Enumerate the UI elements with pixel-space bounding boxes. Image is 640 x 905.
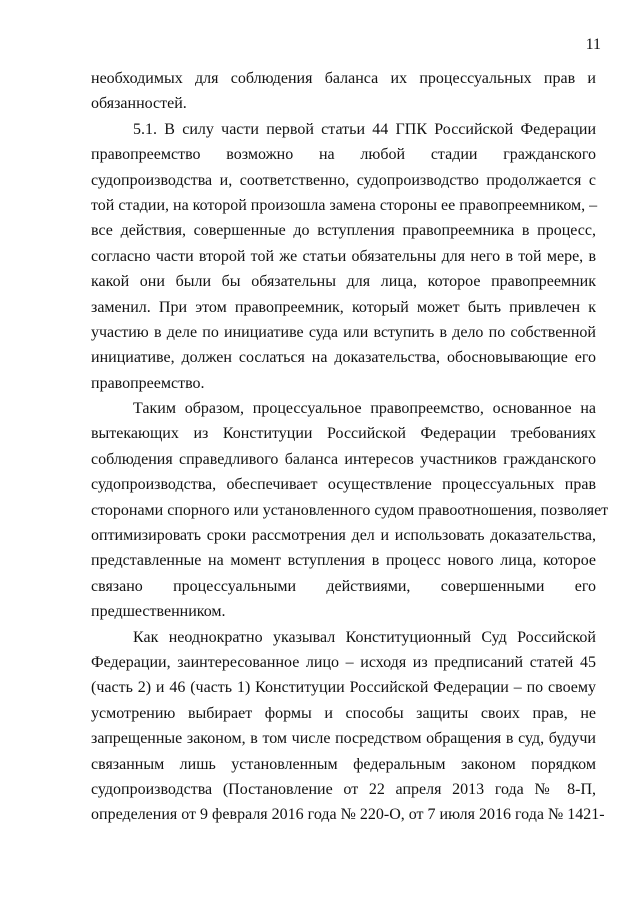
text-line: обязанностей. xyxy=(91,95,187,113)
text-line: Как неоднократно указывал Конституционный Суд Российской xyxy=(133,628,596,646)
text-line: связанным лишь установленным федеральным законом порядком xyxy=(91,755,596,773)
text-line: сторонами спорного или установленного судом правоотношения, позволяет xyxy=(91,501,609,519)
text-line: соблюдения справедливого баланса интересов участников гражданского xyxy=(91,450,596,468)
text-line: Таким образом, процессуальное правопреемство, основанное на xyxy=(133,400,596,418)
text-line: связано процессуальными действиями, совершенными его xyxy=(91,577,596,595)
text-line: вытекающих из Конституции Российской Федерации требованиях xyxy=(91,425,596,443)
text-line: согласно части второй той же статьи обязательны для него в той мере, в xyxy=(91,247,596,265)
text-line: (часть 2) и 46 (часть 1) Конституции Российской Федерации – по своему xyxy=(91,679,596,697)
text-line: необходимых для соблюдения баланса их процессуальных прав и xyxy=(91,70,596,87)
text-line: 5.1. В силу части первой статьи 44 ГПК Российской Федерации xyxy=(133,120,596,138)
text-line: какой они были бы обязательны для лица, которое правопреемник xyxy=(91,273,596,291)
text-line: все действия, совершенные до вступления правопреемника в процесс, xyxy=(91,222,596,240)
text-line: судопроизводства (Постановление от 22 апреля 2013 года № 8-П, xyxy=(91,780,596,798)
text-line: представленные на момент вступления в процесс нового лица, которое xyxy=(91,552,596,570)
text-line: судопроизводства и, соответственно, судопроизводство продолжается с xyxy=(91,171,596,189)
text-line: правопреемство возможно на любой стадии гражданского xyxy=(91,146,596,164)
text-line: инициативе, должен сослаться на доказательства, обосновывающие его xyxy=(91,349,596,367)
text-line: заменил. При этом правопреемник, который может быть привлечен к xyxy=(91,298,596,316)
text-line: запрещенные законом, в том числе посредством обращения в суд, будучи xyxy=(91,730,596,748)
body-text xyxy=(91,66,609,828)
text-line: участию в деле по инициативе суда или вступить в дело по собственной xyxy=(91,323,596,341)
text-line: оптимизировать сроки рассмотрения дел и использовать доказательства, xyxy=(91,527,596,545)
text-line: той стадии, на которой произошла замена стороны ее правопреемником, – xyxy=(91,196,598,214)
text-line: предшественником. xyxy=(91,603,226,621)
text-line: правопреемство. xyxy=(91,374,205,392)
text-line: судопроизводства, обеспечивает осуществление процессуальных прав xyxy=(91,476,596,494)
page-number: 11 xyxy=(585,36,601,53)
text-line: определения от 9 февраля 2016 года № 220-О, от 7 июля 2016 года № 1421- xyxy=(91,806,605,824)
text-line: Федерации, заинтересованное лицо – исходя из предписаний статей 45 xyxy=(91,653,596,671)
text-line: усмотрению выбирает формы и способы защиты своих прав, не xyxy=(91,704,596,722)
